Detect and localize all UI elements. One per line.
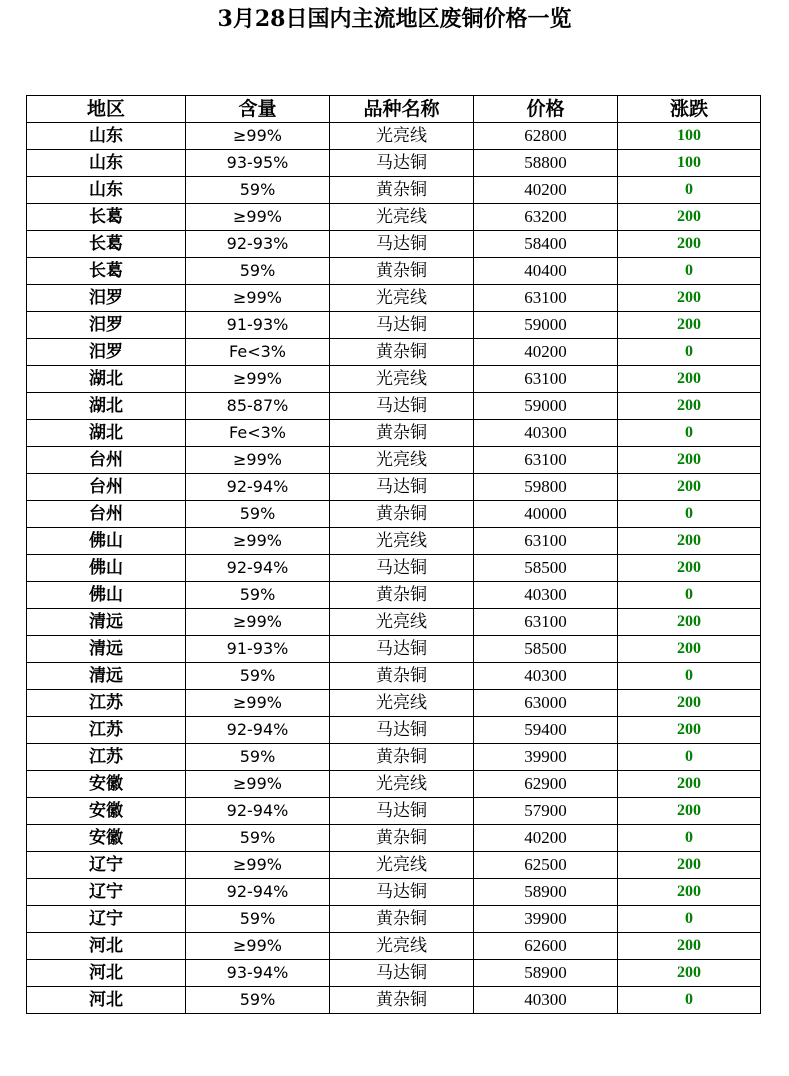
cell-variety: 黄杂铜 (330, 663, 474, 690)
cell-variety: 光亮线 (330, 690, 474, 717)
cell-change: 0 (618, 582, 761, 609)
cell-content: 59% (186, 744, 330, 771)
cell-content: ≥99% (186, 852, 330, 879)
cell-change: 200 (618, 690, 761, 717)
cell-change: 200 (618, 366, 761, 393)
table-row (27, 609, 761, 636)
table-row (27, 852, 761, 879)
cell-region: 佛山 (27, 582, 186, 609)
cell-variety: 马达铜 (330, 798, 474, 825)
cell-content: 92-94% (186, 474, 330, 501)
cell-content: 59% (186, 177, 330, 204)
cell-price: 63100 (474, 366, 618, 393)
cell-price: 40400 (474, 258, 618, 285)
cell-variety: 马达铜 (330, 150, 474, 177)
cell-region: 湖北 (27, 366, 186, 393)
cell-price: 40200 (474, 825, 618, 852)
cell-content: ≥99% (186, 528, 330, 555)
cell-change: 200 (618, 852, 761, 879)
cell-content: 92-94% (186, 555, 330, 582)
table-row (27, 744, 761, 771)
cell-variety: 光亮线 (330, 123, 474, 150)
table-row (27, 771, 761, 798)
cell-content: ≥99% (186, 285, 330, 312)
cell-variety: 光亮线 (330, 204, 474, 231)
cell-change: 0 (618, 906, 761, 933)
cell-region: 安徽 (27, 798, 186, 825)
cell-content: 91-93% (186, 636, 330, 663)
header-region: 地区 (27, 96, 186, 123)
cell-variety: 光亮线 (330, 447, 474, 474)
table-row (27, 474, 761, 501)
cell-price: 62600 (474, 933, 618, 960)
cell-price: 40300 (474, 582, 618, 609)
cell-variety: 马达铜 (330, 960, 474, 987)
cell-content: 59% (186, 825, 330, 852)
cell-price: 40300 (474, 420, 618, 447)
cell-change: 200 (618, 528, 761, 555)
cell-variety: 马达铜 (330, 231, 474, 258)
cell-region: 湖北 (27, 420, 186, 447)
cell-variety: 黄杂铜 (330, 258, 474, 285)
table-row (27, 798, 761, 825)
table-row (27, 987, 761, 1014)
cell-region: 长葛 (27, 231, 186, 258)
table-row (27, 393, 761, 420)
cell-variety: 光亮线 (330, 528, 474, 555)
cell-change: 200 (618, 447, 761, 474)
cell-price: 63100 (474, 609, 618, 636)
cell-content: 59% (186, 258, 330, 285)
cell-price: 40300 (474, 663, 618, 690)
table-row (27, 933, 761, 960)
cell-price: 58800 (474, 150, 618, 177)
cell-region: 江苏 (27, 690, 186, 717)
cell-price: 58500 (474, 636, 618, 663)
cell-variety: 马达铜 (330, 636, 474, 663)
cell-region: 辽宁 (27, 879, 186, 906)
cell-change: 200 (618, 393, 761, 420)
cell-price: 59000 (474, 312, 618, 339)
header-change: 涨跌 (618, 96, 761, 123)
header-price: 价格 (474, 96, 618, 123)
cell-change: 0 (618, 339, 761, 366)
cell-region: 山东 (27, 177, 186, 204)
cell-change: 100 (618, 150, 761, 177)
cell-region: 佛山 (27, 528, 186, 555)
cell-change: 0 (618, 825, 761, 852)
cell-variety: 光亮线 (330, 852, 474, 879)
table-row (27, 258, 761, 285)
cell-content: 85-87% (186, 393, 330, 420)
cell-variety: 光亮线 (330, 933, 474, 960)
cell-change: 200 (618, 555, 761, 582)
cell-content: ≥99% (186, 204, 330, 231)
cell-change: 200 (618, 204, 761, 231)
cell-price: 58900 (474, 879, 618, 906)
cell-variety: 黄杂铜 (330, 744, 474, 771)
cell-change: 0 (618, 501, 761, 528)
cell-change: 200 (618, 798, 761, 825)
cell-price: 63200 (474, 204, 618, 231)
cell-region: 汨罗 (27, 312, 186, 339)
table-row (27, 906, 761, 933)
cell-content: 59% (186, 987, 330, 1014)
table-row (27, 150, 761, 177)
cell-change: 0 (618, 420, 761, 447)
cell-content: 92-94% (186, 717, 330, 744)
table-row (27, 582, 761, 609)
header-variety: 品种名称 (330, 96, 474, 123)
cell-change: 200 (618, 636, 761, 663)
table-row (27, 879, 761, 906)
cell-change: 200 (618, 285, 761, 312)
cell-region: 江苏 (27, 717, 186, 744)
cell-variety: 马达铜 (330, 555, 474, 582)
cell-content: 91-93% (186, 312, 330, 339)
cell-region: 江苏 (27, 744, 186, 771)
cell-change: 0 (618, 744, 761, 771)
cell-price: 63100 (474, 528, 618, 555)
cell-content: 59% (186, 663, 330, 690)
table-row (27, 447, 761, 474)
cell-variety: 黄杂铜 (330, 420, 474, 447)
cell-variety: 马达铜 (330, 312, 474, 339)
cell-region: 汨罗 (27, 285, 186, 312)
cell-variety: 光亮线 (330, 366, 474, 393)
cell-region: 河北 (27, 933, 186, 960)
table-row (27, 312, 761, 339)
table-row (27, 528, 761, 555)
cell-variety: 光亮线 (330, 609, 474, 636)
cell-region: 台州 (27, 474, 186, 501)
cell-region: 清远 (27, 663, 186, 690)
cell-content: 93-95% (186, 150, 330, 177)
table-row (27, 420, 761, 447)
cell-content: Fe<3% (186, 420, 330, 447)
cell-change: 200 (618, 771, 761, 798)
cell-region: 辽宁 (27, 852, 186, 879)
cell-variety: 马达铜 (330, 879, 474, 906)
cell-price: 58900 (474, 960, 618, 987)
cell-content: 59% (186, 906, 330, 933)
cell-variety: 黄杂铜 (330, 825, 474, 852)
header-row (27, 96, 761, 123)
cell-change: 0 (618, 663, 761, 690)
cell-price: 40300 (474, 987, 618, 1014)
table-row (27, 339, 761, 366)
cell-region: 山东 (27, 150, 186, 177)
cell-region: 长葛 (27, 258, 186, 285)
cell-content: ≥99% (186, 366, 330, 393)
table-row (27, 690, 761, 717)
page-title: 3月28日国内主流地区废铜价格一览 (217, 6, 572, 32)
cell-change: 0 (618, 177, 761, 204)
cell-variety: 马达铜 (330, 393, 474, 420)
cell-region: 安徽 (27, 825, 186, 852)
cell-change: 200 (618, 960, 761, 987)
cell-content: ≥99% (186, 690, 330, 717)
cell-variety: 马达铜 (330, 474, 474, 501)
cell-change: 0 (618, 987, 761, 1014)
table-row (27, 231, 761, 258)
cell-content: Fe<3% (186, 339, 330, 366)
table-row (27, 555, 761, 582)
cell-content: 93-94% (186, 960, 330, 987)
cell-variety: 光亮线 (330, 771, 474, 798)
table-row (27, 501, 761, 528)
cell-region: 山东 (27, 123, 186, 150)
cell-price: 40200 (474, 177, 618, 204)
table-row (27, 717, 761, 744)
table-row (27, 177, 761, 204)
cell-price: 59000 (474, 393, 618, 420)
cell-region: 湖北 (27, 393, 186, 420)
cell-change: 200 (618, 609, 761, 636)
cell-region: 长葛 (27, 204, 186, 231)
cell-price: 39900 (474, 744, 618, 771)
cell-content: ≥99% (186, 933, 330, 960)
cell-variety: 黄杂铜 (330, 582, 474, 609)
cell-price: 62900 (474, 771, 618, 798)
cell-content: 59% (186, 501, 330, 528)
price-table (26, 95, 761, 1014)
cell-change: 0 (618, 258, 761, 285)
header-content: 含量 (186, 96, 330, 123)
cell-variety: 黄杂铜 (330, 906, 474, 933)
cell-price: 40200 (474, 339, 618, 366)
table-row (27, 663, 761, 690)
cell-price: 58400 (474, 231, 618, 258)
cell-content: 92-94% (186, 798, 330, 825)
cell-change: 200 (618, 717, 761, 744)
table-body (27, 123, 761, 1014)
cell-price: 62800 (474, 123, 618, 150)
cell-change: 200 (618, 879, 761, 906)
cell-change: 200 (618, 933, 761, 960)
cell-variety: 光亮线 (330, 285, 474, 312)
cell-content: ≥99% (186, 609, 330, 636)
cell-price: 40000 (474, 501, 618, 528)
cell-region: 河北 (27, 960, 186, 987)
cell-change: 200 (618, 474, 761, 501)
cell-region: 清远 (27, 636, 186, 663)
cell-content: ≥99% (186, 447, 330, 474)
table-row (27, 123, 761, 150)
cell-content: 92-94% (186, 879, 330, 906)
cell-price: 59400 (474, 717, 618, 744)
cell-region: 台州 (27, 501, 186, 528)
cell-region: 佛山 (27, 555, 186, 582)
table-row (27, 285, 761, 312)
cell-change: 100 (618, 123, 761, 150)
cell-price: 63100 (474, 447, 618, 474)
cell-price: 39900 (474, 906, 618, 933)
cell-content: ≥99% (186, 771, 330, 798)
table-row (27, 366, 761, 393)
cell-region: 河北 (27, 987, 186, 1014)
cell-price: 63000 (474, 690, 618, 717)
cell-change: 200 (618, 312, 761, 339)
cell-price: 57900 (474, 798, 618, 825)
cell-price: 63100 (474, 285, 618, 312)
cell-price: 62500 (474, 852, 618, 879)
table-row (27, 636, 761, 663)
cell-variety: 黄杂铜 (330, 987, 474, 1014)
cell-price: 58500 (474, 555, 618, 582)
table-row (27, 960, 761, 987)
table-row (27, 204, 761, 231)
cell-region: 台州 (27, 447, 186, 474)
cell-content: 59% (186, 582, 330, 609)
table-row (27, 825, 761, 852)
cell-price: 59800 (474, 474, 618, 501)
cell-content: ≥99% (186, 123, 330, 150)
cell-content: 92-93% (186, 231, 330, 258)
cell-variety: 马达铜 (330, 717, 474, 744)
cell-change: 200 (618, 231, 761, 258)
cell-region: 辽宁 (27, 906, 186, 933)
cell-region: 清远 (27, 609, 186, 636)
cell-variety: 黄杂铜 (330, 501, 474, 528)
cell-variety: 黄杂铜 (330, 339, 474, 366)
cell-region: 安徽 (27, 771, 186, 798)
cell-variety: 黄杂铜 (330, 177, 474, 204)
cell-region: 汨罗 (27, 339, 186, 366)
